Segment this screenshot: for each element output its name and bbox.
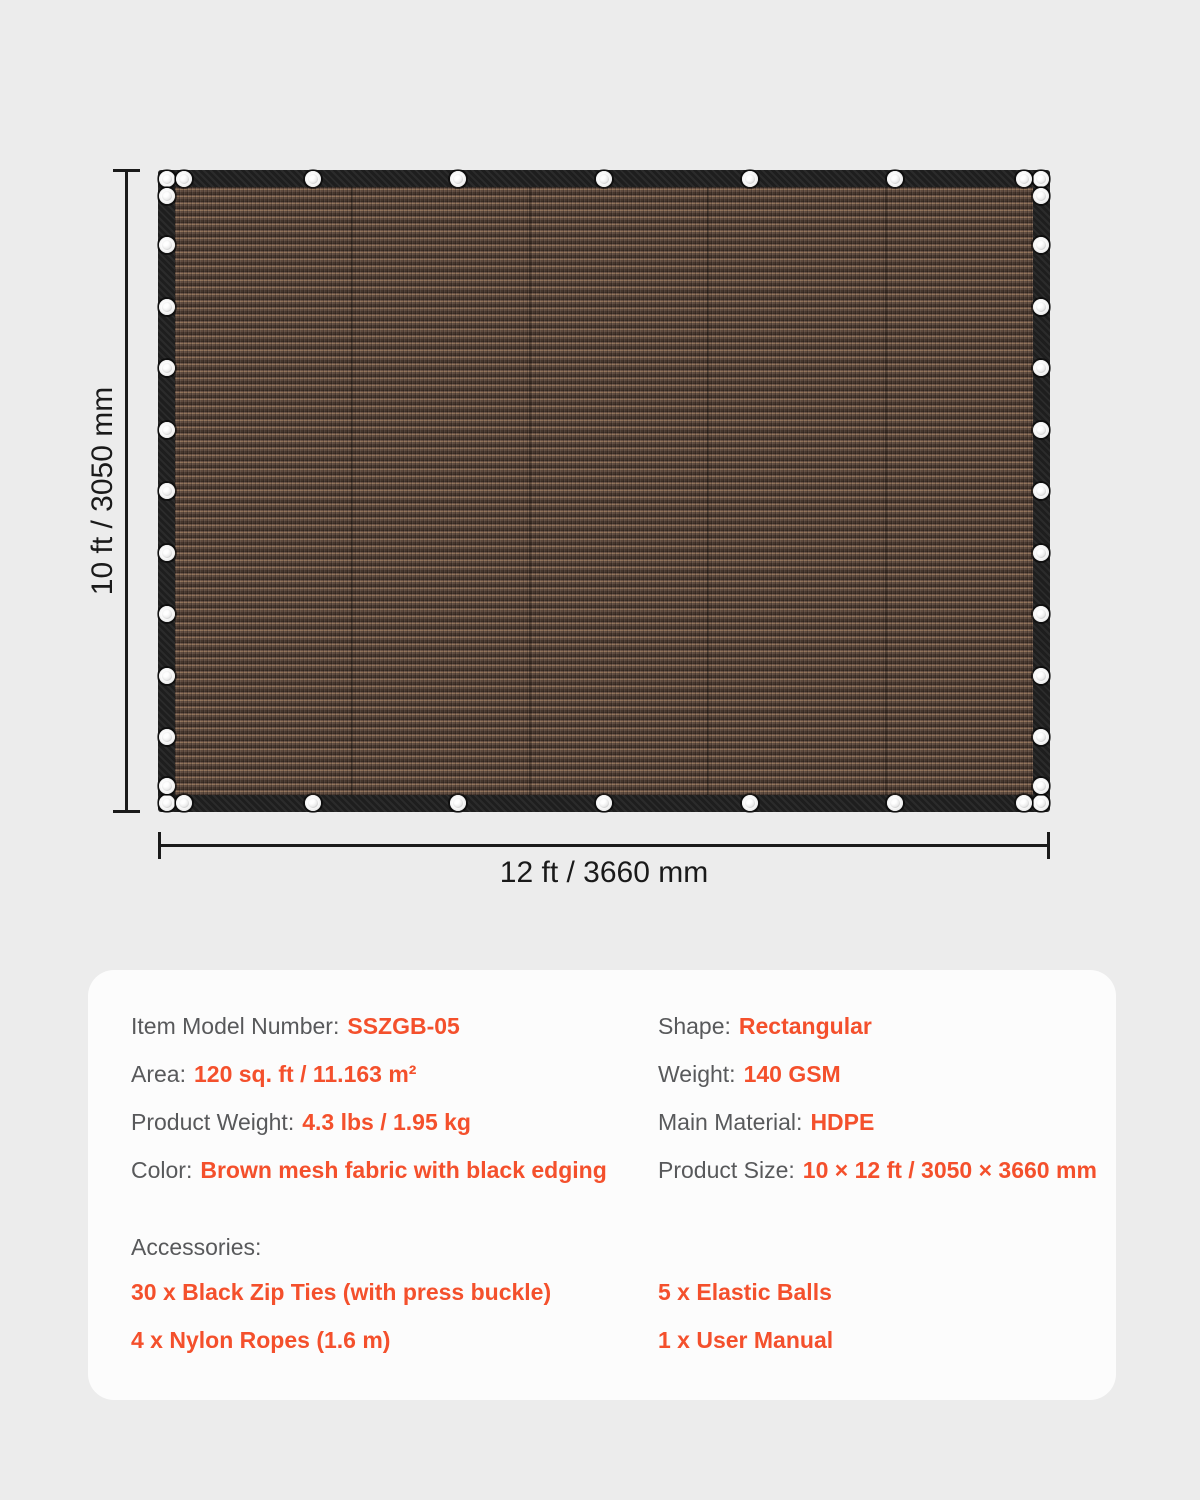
grommet-icon	[1033, 778, 1049, 794]
grommet-icon	[159, 237, 175, 253]
height-dimension-cap-bottom	[113, 810, 140, 813]
grommet-icon	[450, 171, 466, 187]
grommet-icon	[887, 171, 903, 187]
accessory-item-nylon-ropes: 4 x Nylon Ropes (1.6 m)	[131, 1327, 391, 1353]
spec-row-color	[131, 1156, 607, 1184]
spec-row-weight	[658, 1060, 841, 1088]
grommet-icon	[159, 422, 175, 438]
grommets-layer	[158, 170, 1050, 812]
spec-label: Main Material:	[658, 1109, 803, 1135]
grommet-icon	[1033, 237, 1049, 253]
grommet-icon	[742, 795, 758, 811]
grommet-icon	[1033, 545, 1049, 561]
spec-value: HDPE	[810, 1109, 875, 1135]
grommet-icon	[159, 483, 175, 499]
grommet-icon	[742, 171, 758, 187]
grommet-icon	[176, 795, 192, 811]
grommet-icon	[159, 545, 175, 561]
spec-row-product-size	[658, 1156, 1097, 1184]
grommet-icon	[887, 795, 903, 811]
grommet-icon	[159, 299, 175, 315]
spec-value: 10 × 12 ft / 3050 × 3660 mm	[802, 1157, 1097, 1183]
grommet-icon	[305, 171, 321, 187]
grommet-icon	[1033, 188, 1049, 204]
grommet-icon	[1033, 729, 1049, 745]
spec-value: Rectangular	[738, 1013, 872, 1039]
grommet-icon	[305, 795, 321, 811]
spec-value: 4.3 lbs / 1.95 kg	[302, 1109, 471, 1135]
grommet-icon	[596, 795, 612, 811]
grommet-icon	[1033, 422, 1049, 438]
grommet-icon	[159, 171, 175, 187]
grommet-icon	[1033, 795, 1049, 811]
grommet-icon	[1016, 795, 1032, 811]
spec-row-model	[131, 1012, 460, 1040]
spec-row-shape	[658, 1012, 872, 1040]
width-dimension-label: 12 ft / 3660 mm	[499, 856, 709, 889]
height-dimension-label: 10 ft / 3050 mm	[86, 386, 119, 596]
height-dimension-cap-top	[113, 169, 140, 172]
accessory-item-zip-ties: 30 x Black Zip Ties (with press buckle)	[131, 1279, 552, 1305]
spec-value: 140 GSM	[743, 1061, 841, 1087]
grommet-icon	[1033, 483, 1049, 499]
spec-label: Product Size:	[658, 1157, 795, 1183]
grommet-icon	[596, 171, 612, 187]
spec-panel	[88, 970, 1116, 1400]
accessory-item-user-manual: 1 x User Manual	[658, 1327, 834, 1353]
grommet-icon	[159, 606, 175, 622]
grommet-icon	[450, 795, 466, 811]
spec-value: SSZGB-05	[347, 1013, 460, 1039]
accessories-title: Accessories:	[131, 1234, 262, 1260]
grommet-icon	[159, 188, 175, 204]
spec-label: Product Weight:	[131, 1109, 295, 1135]
grommet-icon	[1033, 668, 1049, 684]
height-dimension-line	[125, 170, 128, 812]
spec-label: Area:	[131, 1061, 186, 1087]
spec-value: Brown mesh fabric with black edging	[200, 1157, 607, 1183]
width-dimension-line	[159, 844, 1049, 847]
grommet-icon	[1033, 171, 1049, 187]
grommet-icon	[1016, 171, 1032, 187]
grommet-icon	[1033, 360, 1049, 376]
spec-label: Item Model Number:	[131, 1013, 340, 1039]
grommet-icon	[159, 729, 175, 745]
grommet-icon	[1033, 299, 1049, 315]
spec-row-area	[131, 1060, 416, 1088]
spec-label: Shape:	[658, 1013, 731, 1039]
grommet-icon	[159, 778, 175, 794]
grommet-icon	[159, 360, 175, 376]
width-dimension-cap-right	[1047, 832, 1050, 859]
grommet-icon	[159, 668, 175, 684]
grommet-icon	[1033, 606, 1049, 622]
shade-cloth-image	[158, 170, 1050, 812]
accessory-item-elastic-balls: 5 x Elastic Balls	[658, 1279, 832, 1305]
grommet-icon	[176, 171, 192, 187]
spec-row-product-weight	[131, 1108, 471, 1136]
spec-label: Color:	[131, 1157, 193, 1183]
spec-value: 120 sq. ft / 11.163 m²	[193, 1061, 417, 1087]
spec-label: Weight:	[658, 1061, 736, 1087]
grommet-icon	[159, 795, 175, 811]
width-dimension-cap-left	[158, 832, 161, 859]
spec-row-material	[658, 1108, 874, 1136]
